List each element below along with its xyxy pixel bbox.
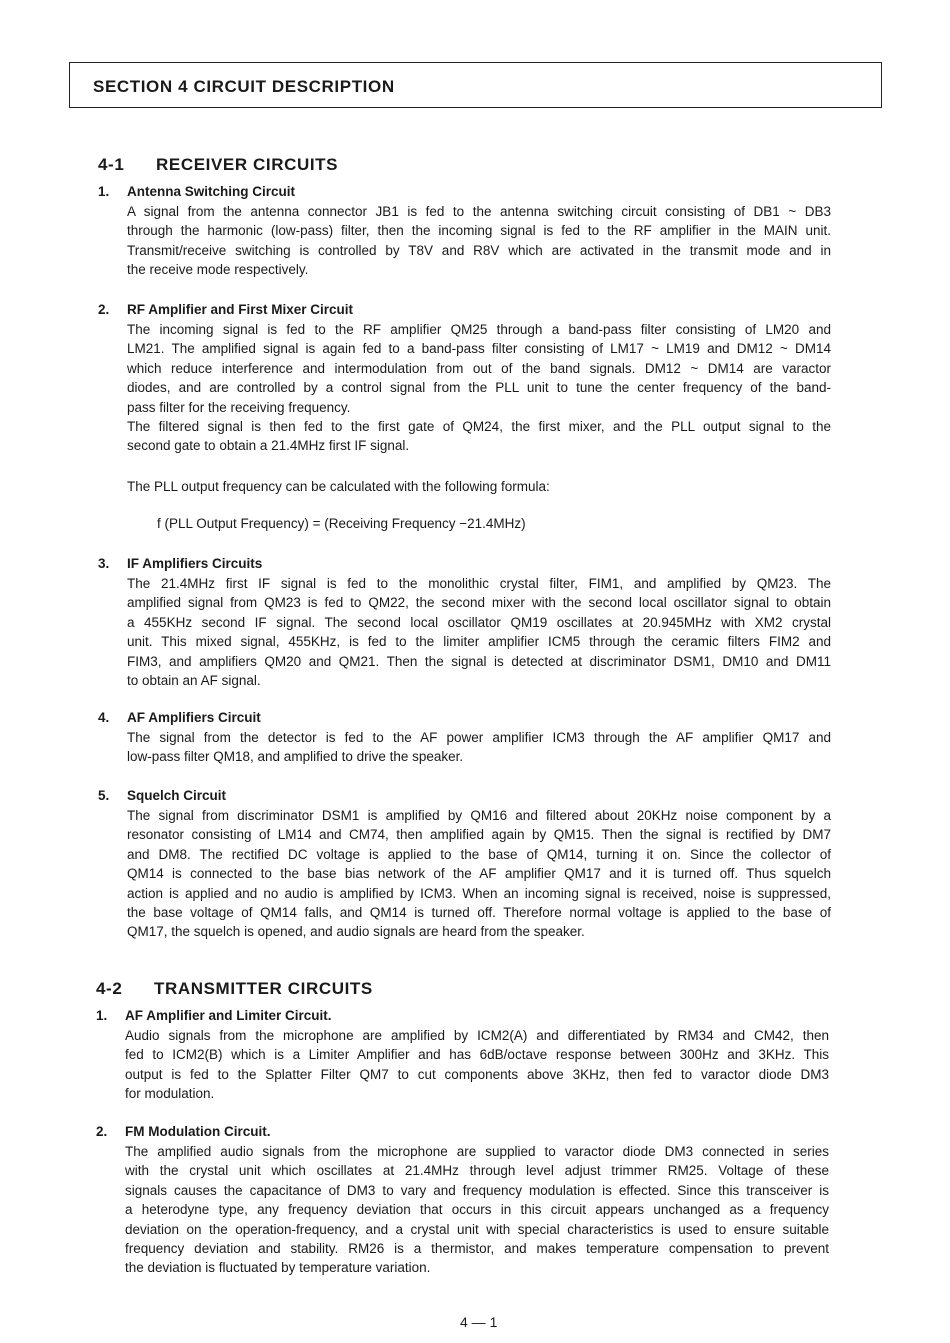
text-line: a heterodyne type, any frequency deviation that occurs in this circuit appears unchanged as a frequency xyxy=(125,1202,829,1218)
text-line: action is applied and no audio is amplified by ICM3. When an incoming signal is received, noise is suppressed, xyxy=(127,885,831,901)
item-title: AF Amplifiers Circuit xyxy=(127,710,261,725)
receiver-item-5-text xyxy=(127,806,831,942)
transmitter-item-1-text xyxy=(125,1026,829,1104)
page-number: 4 — 1 xyxy=(460,1314,498,1330)
text-line: The incoming signal is fed to the RF amplifier QM25 through a band-pass filter consisting of LM20 and xyxy=(127,322,831,337)
text-line: deviation on the operation-frequency, and a crystal unit with special characteristics is used to ensure suitable xyxy=(125,1221,829,1237)
text-line: The PLL output frequency can be calculated with the following formula: xyxy=(127,479,550,494)
item-title: IF Amplifiers Circuits xyxy=(127,556,263,571)
text-line: signals causes the capacitance of DM3 to vary and frequency modulation is effected. Since this transceiver is xyxy=(125,1182,829,1198)
text-line: and DM8. The rectified DC voltage is applied to the base of QM14, turning it on. Since the collector of xyxy=(127,846,831,862)
item-number: 1. xyxy=(98,184,110,199)
transmitter-item-2-text xyxy=(125,1142,829,1278)
text-line: QM17, the squelch is opened, and audio signals are heard from the speaker. xyxy=(127,924,585,940)
text-line: low-pass filter QM18, and amplified to drive the speaker. xyxy=(127,749,464,765)
text-line: for modulation. xyxy=(125,1086,215,1102)
item-title: FM Modulation Circuit. xyxy=(125,1124,271,1139)
text-line: the base voltage of QM14 falls, and QM14 is turned off. Therefore normal voltage is applied to the base of xyxy=(127,905,831,921)
text-line: the receive mode respectively. xyxy=(127,262,309,278)
item-number: 4. xyxy=(98,710,110,725)
text-line: Transmit/receive switching is controlled by T8V and R8V which are activated in the transmit mode and in xyxy=(127,242,831,258)
text-line: A signal from the antenna connector JB1 is fed to the antenna switching circuit consisting of DB1 ~ DB3 xyxy=(127,204,831,219)
text-line: resonator consisting of LM14 and CM74, then amplified again by QM15. Then the signal is rectified by DM7 xyxy=(127,827,831,843)
text-line: output is fed to the Splatter Filter QM7 to cut components above 3KHz, then fed to varactor diode DM3 xyxy=(125,1066,829,1082)
text-line: the deviation is fluctuated by temperature variation. xyxy=(125,1260,431,1276)
text-line: a 455KHz second IF signal. The second local oscillator QM19 oscillates at 20.945MHz with XM2 crystal xyxy=(127,614,831,630)
transmitter-heading-title: TRANSMITTER CIRCUITS xyxy=(154,979,373,998)
text-line: The amplified audio signals from the microphone are supplied to varactor diode DM3 connected in series xyxy=(125,1144,829,1159)
text-line: The filtered signal is then fed to the first gate of QM24, the first mixer, and the PLL output signal to the xyxy=(127,419,831,435)
text-line: through the harmonic (low-pass) filter, then the incoming signal is fed to the RF amplifier in the MAIN unit. xyxy=(127,223,831,239)
item-title: Antenna Switching Circuit xyxy=(127,184,296,199)
transmitter-heading-number: 4-2 xyxy=(96,979,123,998)
section-header-box xyxy=(69,62,882,108)
item-number: 2. xyxy=(96,1124,108,1139)
item-number: 3. xyxy=(98,556,110,571)
receiver-item-3-text xyxy=(127,574,831,690)
text-line: The signal from the detector is fed to the AF power amplifier ICM3 through the AF amplifier QM17 and xyxy=(127,730,831,745)
item-title: Squelch Circuit xyxy=(127,788,227,803)
receiver-item-2-text xyxy=(127,320,831,456)
text-line: with the crystal unit which oscillates at 21.4MHz through level adjust trimmer RM25. Voltage of these xyxy=(125,1163,829,1179)
text-line: frequency deviation and stability. RM26 is a thermistor, and makes temperature compensation to prevent xyxy=(125,1241,829,1257)
text-line: second gate to obtain a 21.4MHz first IF signal. xyxy=(127,438,410,454)
section-title: SECTION 4 CIRCUIT DESCRIPTION xyxy=(93,77,395,96)
receiver-heading-title: RECEIVER CIRCUITS xyxy=(156,155,339,174)
receiver-item-1-text xyxy=(127,202,831,280)
receiver-item-4-text xyxy=(127,728,831,767)
text-line: which reduce interference and intermodulation from out of the band signals. DM12 ~ DM14 are varactor xyxy=(127,360,831,376)
item-number: 2. xyxy=(98,302,110,317)
text-line: fed to ICM2(B) which is a Limiter Amplifier and has 6dB/octave response between 300Hz and 3KHz. This xyxy=(125,1047,829,1063)
text-line: pass filter for the receiving frequency. xyxy=(127,399,351,415)
item-title: AF Amplifier and Limiter Circuit. xyxy=(125,1008,332,1023)
receiver-heading-number: 4-1 xyxy=(98,155,125,174)
item-title: RF Amplifier and First Mixer Circuit xyxy=(127,302,354,317)
text-line: LM21. The amplified signal is again fed to a band-pass filter consisting of LM17 ~ LM19 and DM12 ~ DM14 xyxy=(127,341,831,357)
text-line: The 21.4MHz first IF signal is fed to the monolithic crystal filter, FIM1, and amplified by QM23. The xyxy=(127,576,831,591)
pll-formula: f (PLL Output Frequency) = (Receiving Frequency −21.4MHz) xyxy=(157,516,526,531)
item-number: 5. xyxy=(98,788,110,803)
receiver-heading xyxy=(98,155,338,175)
text-line: FIM3, and amplifiers QM20 and QM21. Then the signal is detected at discriminator DSM1, DM10 and DM11 xyxy=(127,653,831,669)
item-number: 1. xyxy=(96,1008,108,1023)
text-line: QM14 is connected to the base bias network of the AF amplifier QM17 and it is turned off. Thus squelch xyxy=(127,866,831,882)
text-line: Audio signals from the microphone are amplified by ICM2(A) and differentiated by RM34 and CM42, then xyxy=(125,1028,829,1043)
receiver-item-2-extra xyxy=(127,477,831,496)
text-line: unit. This mixed signal, 455KHz, is fed to the limiter amplifier ICM5 through the ceramic filters FIM2 and xyxy=(127,634,831,650)
text-line: to obtain an AF signal. xyxy=(127,673,261,689)
text-line: The signal from discriminator DSM1 is amplified by QM16 and filtered about 20KHz noise component by a xyxy=(127,808,831,823)
transmitter-heading xyxy=(96,979,373,999)
text-line: amplified signal from QM23 is fed to QM22, the second mixer with the second local oscillator signal to obtain xyxy=(127,595,831,611)
text-line: diodes, and are controlled by a control signal from the PLL unit to tune the center frequency of the band- xyxy=(127,380,831,396)
